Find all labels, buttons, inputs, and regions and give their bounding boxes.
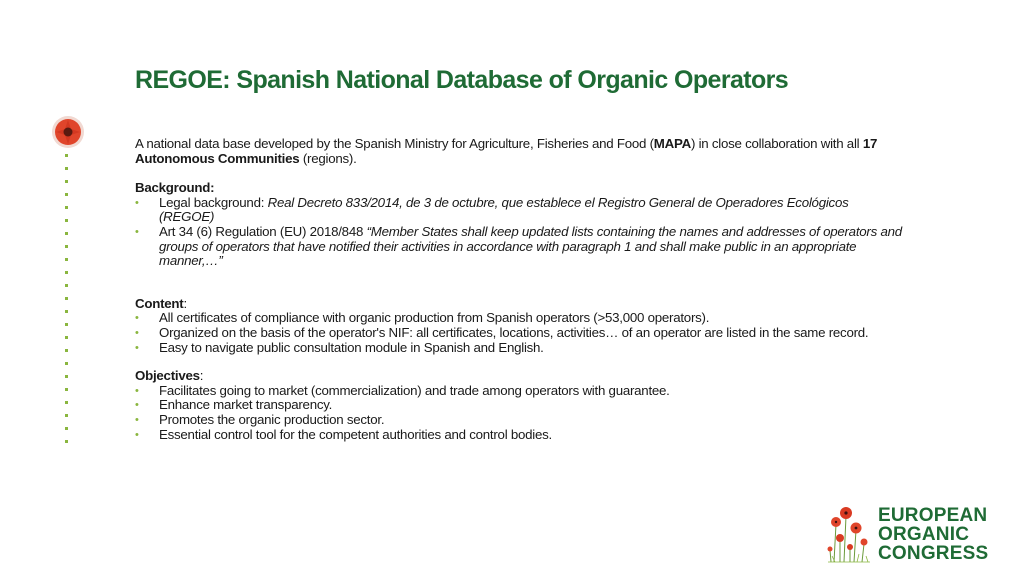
item-text: Legal background: <box>159 194 268 210</box>
list-item: • Easy to navigate public consultation module in Spanish and English. <box>135 341 905 356</box>
list-item: • Enhance market transparency. <box>135 398 905 413</box>
background-heading: Background: <box>135 180 215 196</box>
objectives-list <box>135 384 905 442</box>
logo-line: CONGRESS <box>878 543 989 564</box>
list-item <box>135 225 905 269</box>
item-italic: “Member States shall keep updated lists containing the names and addresses of operators and groups of operators that have notified their activities in accordance with paragraph 1 and shall make public in an appropriate manner,…” <box>159 223 902 269</box>
logo-line: EUROPEAN <box>878 505 988 526</box>
page-title: REGOE: Spanish National Database of Organic Operators <box>135 66 789 94</box>
heading-text: Content <box>135 295 184 311</box>
list-item: • Promotes the organic production sector. <box>135 413 905 428</box>
content-list <box>135 311 905 355</box>
heading-colon: : <box>183 295 187 311</box>
intro-text: ) in close collaboration with all <box>690 136 863 151</box>
list-item: • Essential control tool for the competent authorities and control bodies. <box>135 428 905 443</box>
item-italic: Real Decreto 833/2014, de 3 de octubre, que establece el Registro General de Operadores Ecológicos (REGOE) <box>159 194 849 225</box>
list-item <box>135 196 905 225</box>
item-text: Art 34 (6) Regulation (EU) 2018/848 <box>159 223 367 239</box>
background-section <box>135 181 905 269</box>
content-heading <box>135 297 905 312</box>
background-list <box>135 196 905 269</box>
european-organic-congress-logo <box>826 504 996 564</box>
main-content <box>135 137 905 456</box>
list-item: • Facilitates going to market (commercialization) and trade among operators with guarantee. <box>135 384 905 399</box>
list-item: • Organized on the basis of the operator's NIF: all certificates, locations, activities… of an operator are listed in the same record. <box>135 326 905 341</box>
mapa-bold: MAPA <box>653 136 691 151</box>
objectives-heading <box>135 369 905 384</box>
logo-line: ORGANIC <box>878 524 970 545</box>
intro-text: (regions). <box>299 150 357 166</box>
objectives-section <box>135 369 905 442</box>
dotted-divider <box>65 154 69 453</box>
logo-wordmark <box>878 506 988 563</box>
content-section <box>135 297 905 355</box>
heading-colon: : <box>199 368 204 384</box>
intro-paragraph <box>135 137 905 166</box>
poppy-cluster-logo-icon <box>826 504 872 564</box>
list-item: • All certificates of compliance with organic production from Spanish operators (>53,000 operators). <box>135 311 905 326</box>
heading-text: Objectives <box>135 368 200 384</box>
communities-bold: 17 Autonomous Communities <box>135 136 878 166</box>
intro-text: A national data base developed by the Spanish Ministry for Agriculture, Fisheries and Food ( <box>135 136 654 151</box>
poppy-flower-icon <box>50 114 86 150</box>
